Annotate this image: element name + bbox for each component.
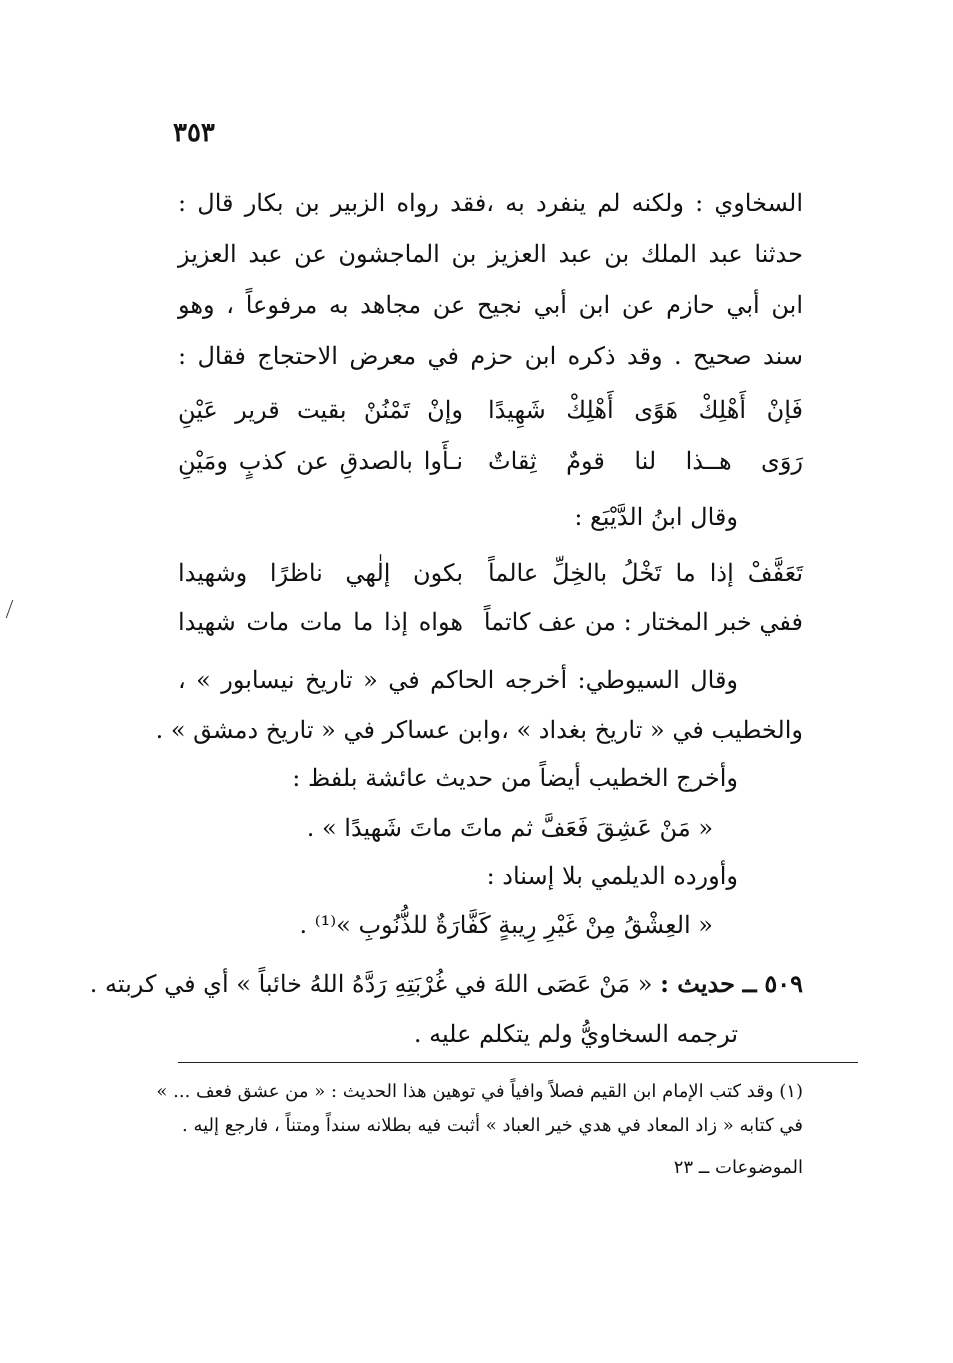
- verse-line: [178, 441, 803, 481]
- verse-second-hemistich: نـأَوا بالصدقِ عن كذبٍ ومَيْنِ: [178, 447, 463, 475]
- verse-first-hemistich: فَإنْ أَهْلِكْ هَوًى أَهْلِكْ شَهِيدًا: [488, 396, 803, 424]
- footnote-divider: [178, 1062, 858, 1063]
- verse-first-hemistich: ففي خبر المختار : من عف كاتماً: [483, 608, 803, 636]
- text-line: ابن أبي حازم عن ابن أبي نجيح عن مجاهد به مرفوعاً ، وهو: [178, 291, 803, 319]
- verse-first-hemistich: رَوَى هــذا لنا قومٌ ثِقاتٌ: [488, 447, 803, 475]
- verse-second-hemistich: وإنْ تَمْنُنْ بقيت قرير عَيْنِ: [178, 396, 463, 424]
- margin-mark: [0, 600, 13, 618]
- text-line: وأخرج الخطيب أيضاً من حديث عائشة بلفظ :: [292, 764, 738, 792]
- text-line: وقال ابنُ الدَّيْبَع :: [574, 503, 738, 531]
- hadith-label: حديث :: [660, 969, 735, 998]
- text-line: والخطيب في « تاريخ بغداد » ،وابن عساكر في « تاريخ دمشق » .: [155, 716, 803, 744]
- page-number: ٣٥٣: [173, 118, 215, 148]
- text-line: وأورده الديلمي بلا إسناد :: [486, 862, 738, 890]
- footnote-line: في كتابه « زاد المعاد في هدي خير العباد » أثبت فيه بطلانه سنداً ومتناً ، فارجع إليه .: [182, 1115, 803, 1136]
- text-line: السخاوي : ولكنه لم ينفرد به ،فقد رواه الزبير بن بكار قال :: [178, 189, 803, 217]
- verse-line: [178, 602, 803, 642]
- quoted-hadith: « العِشْقُ مِنْ غَيْرِ رِيبةٍ كَفَّارَةٌ للذُّنُوبِ »⁽¹⁾ .: [299, 911, 713, 939]
- hadith-number: ٥٠٩: [764, 969, 803, 998]
- text-line: حدثنا عبد الملك بن عبد العزيز بن الماجشون عن عبد العزيز: [178, 240, 803, 268]
- text-line: وقال السيوطي: أخرجه الحاكم في « تاريخ نيسابور » ،: [178, 666, 738, 694]
- footnote-line: (١) وقد كتب الإمام ابن القيم فصلاً وافياً في توهين هذا الحديث : « من عشق فعف ... »: [156, 1081, 803, 1102]
- signature-mark: الموضوعات ــ ٢٣: [673, 1157, 803, 1178]
- hadith-text: « مَنْ عَصَى اللهَ في غُرْبَتِهِ رَدَّهُ اللهُ خائباً » أي في كربته .: [89, 970, 653, 998]
- verse-line: [178, 390, 803, 430]
- hadith-note: ترجمه السخاويُّ ولم يتكلم عليه .: [413, 1020, 738, 1048]
- document-page: [3, 0, 953, 1363]
- verse-second-hemistich: هواه إذا ما مات مات شهيدا: [178, 608, 463, 636]
- verse-first-hemistich: تَعَفَّفْ إذا ما تَخْلُ بالخِلِّ عالماً: [488, 559, 803, 587]
- verse-line: [178, 553, 803, 593]
- verse-second-hemistich: بكون إلٰهي ناظرًا وشهيدا: [178, 559, 463, 587]
- quoted-hadith: « مَنْ عَشِقَ فَعَفَّ ثم ماتَ ماتَ شَهيدًا » .: [306, 814, 713, 842]
- hadith-entry: [89, 964, 803, 1004]
- text-line: سند صحيح . وقد ذكره ابن حزم في معرض الاحتجاج فقال :: [178, 342, 803, 370]
- hadith-dash: ــ: [742, 969, 757, 998]
